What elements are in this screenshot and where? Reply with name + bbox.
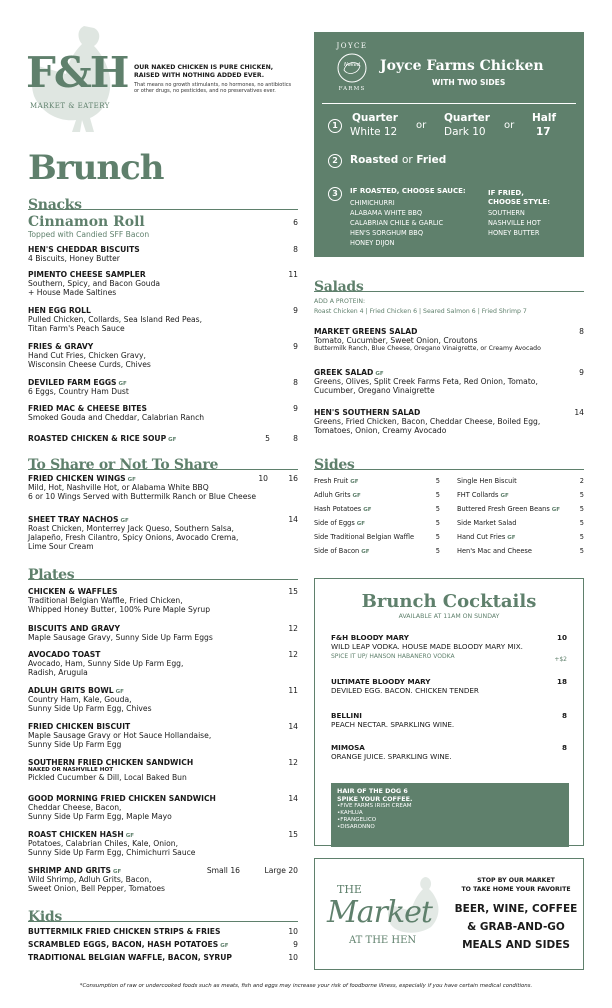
menu-item [28, 245, 298, 263]
item-desc: Hand Cut Fries, Chicken Gravy, [28, 351, 146, 360]
item-price: 8 [293, 245, 298, 254]
item-desc: Radish, Arugula [28, 668, 88, 677]
side-name: Hash Potatoes [314, 505, 362, 513]
logo-text: F&H [26, 48, 128, 97]
menu-item [28, 404, 298, 422]
cocktail-price: 18 [556, 677, 567, 686]
option-half-a: Half [532, 112, 557, 124]
side-price: 5 [579, 491, 584, 499]
item-price: 14 [288, 794, 298, 803]
hair-title: HAIR OF THE DOG 6 [337, 787, 408, 795]
item-price: 6 [293, 218, 298, 227]
cocktail-item [331, 743, 567, 761]
joyce-brand: JOYCE [336, 42, 368, 50]
item-subtitle: NAKED OR NASHVILLE HOT [28, 767, 114, 773]
item-price: 9 [293, 342, 298, 351]
side-item [314, 477, 359, 485]
chicken-subtitle: WITH TWO SIDES [432, 78, 506, 87]
item-desc: Maple Sausage Gravy, Sunny Side Up Farm Eggs [28, 633, 213, 642]
item-desc: Topped with Candied SFF Bacon [28, 230, 150, 239]
snacks-header [28, 194, 298, 213]
item-name: ADLUH GRITS BOWL [28, 686, 114, 695]
item-price: 10 [288, 953, 298, 962]
item-price-large: 16 [288, 474, 298, 483]
side-item [314, 519, 365, 527]
sauce-option: ALABAMA WHITE BBQ [350, 209, 423, 217]
cocktail-item [331, 633, 567, 663]
cocktail-item [331, 711, 567, 729]
item-name: FRIES & GRAVY [28, 342, 94, 351]
footnote: *Consumption of raw or undercooked foods such as meats, fish and eggs may increase your risk of foodborne illness, especially if you have certain medical conditions. [79, 983, 533, 989]
item-desc: Greens, Fried Chicken, Bacon, Cheddar Cheese, Boiled Egg, [314, 417, 541, 426]
side-item [457, 477, 517, 485]
side-price: 5 [435, 505, 440, 513]
hair-option: •FIVE FARMS IRISH CREAM [337, 803, 412, 809]
side-price: 5 [579, 505, 584, 513]
side-name: Side Market Salad [457, 519, 517, 527]
gf-badge: GF [361, 549, 370, 555]
menu-item [28, 650, 298, 677]
side-item [457, 505, 560, 513]
market-stop-2: TO TAKE HOME YOUR FAVORITE [461, 886, 571, 893]
side-item [457, 519, 516, 527]
gf-badge: GF [551, 507, 561, 513]
salads-header [314, 276, 584, 295]
item-desc: Pulled Chicken, Collards, Sea Island Red Peas, [28, 315, 203, 324]
side-name: Side Traditional Belgian Waffle [314, 533, 415, 541]
sauce-option: HONEY DIJON [350, 239, 395, 247]
joyce-badge-text: Naked [344, 62, 360, 68]
market-big-2: & GRAB-AND-GO [467, 921, 565, 933]
menu-item [28, 953, 298, 962]
item-desc: 6 or 10 Wings Served with Buttermilk Ranch or Blue Cheese [28, 492, 257, 501]
gf-badge: GF [168, 437, 177, 443]
menu-item [314, 368, 584, 395]
sides-header [314, 454, 584, 473]
option-quarter-dark-a: Quarter [444, 112, 490, 124]
gf-badge: GF [352, 493, 361, 499]
hair-of-the-dog-box [331, 783, 569, 847]
item-desc: Avocado, Ham, Sunny Side Up Farm Egg, [28, 659, 184, 668]
market-logo [327, 873, 445, 957]
item-price: 14 [288, 515, 298, 524]
logo-subtitle: MARKET & EATERY [30, 102, 110, 110]
step-number: 3 [328, 187, 342, 201]
menu-item [28, 794, 298, 821]
step-number: 2 [328, 154, 342, 168]
joyce-farms-text: FARMS [338, 86, 366, 92]
item-desc: Cheddar Cheese, Bacon, [28, 803, 122, 812]
hair-option: •KAHLUA [337, 810, 363, 816]
item-price: 9 [293, 940, 298, 949]
item-name: BISCUITS AND GRAVY [28, 624, 120, 633]
item-desc: Greens, Olives, Split Creek Farms Feta, Red Onion, Tomato, [314, 377, 538, 386]
gf-badge: GF [115, 689, 124, 695]
cocktail-price: 10 [556, 633, 567, 642]
item-desc: Sweet Onion, Bell Pepper, Tomatoes [28, 884, 166, 893]
gf-badge: GF [113, 869, 122, 875]
gf-badge: GF [120, 518, 129, 524]
menu-item [28, 587, 298, 614]
share-title: To Share or Not To Share [28, 457, 219, 473]
item-name: HEN'S SOUTHERN SALAD [314, 408, 421, 417]
side-item [314, 547, 370, 555]
sauce-option: CHIMICHURRI [350, 199, 395, 207]
menu-item [28, 927, 298, 936]
menu-item [28, 474, 298, 501]
item-name: Cinnamon Roll [28, 214, 145, 230]
side-price: 5 [579, 533, 584, 541]
protein-options: Roast Chicken 4 | Fried Chicken 6 | Seared Salmon 6 | Fried Shrimp 7 [314, 308, 527, 315]
item-name: TRADITIONAL BELGIAN WAFFLE, BACON, SYRUP [28, 953, 232, 962]
cocktails-title: Brunch Cocktails [361, 591, 537, 612]
protein-label: ADD A PROTEIN: [314, 298, 366, 305]
divider [322, 103, 576, 104]
brand-logo [22, 22, 128, 132]
item-desc: Traditional Belgian Waffle, Fried Chicken, [28, 596, 183, 605]
kids-title: Kids [28, 909, 62, 925]
gf-badge: GF [375, 371, 384, 377]
cocktail-item [331, 677, 567, 695]
intro-sub-2: or other drugs, no pesticides, and no preservatives ever. [134, 88, 276, 94]
item-desc: Wisconsin Cheese Curds, Chives [28, 360, 151, 369]
item-desc: Tomatoes, Onion, Creamy Avocado [314, 426, 447, 435]
menu-item [314, 408, 584, 435]
item-price: 10 [288, 927, 298, 936]
side-price: 5 [435, 491, 440, 499]
gf-badge: GF [500, 493, 509, 499]
menu-item [28, 686, 298, 713]
menu-item [28, 515, 298, 551]
side-price: 5 [435, 519, 440, 527]
menu-item [28, 830, 298, 857]
item-price: 14 [288, 722, 298, 731]
item-name: BUTTERMILK FRIED CHICKEN STRIPS & FRIES [28, 927, 221, 936]
item-name: ROASTED CHICKEN & RICE SOUP [28, 434, 167, 443]
side-name: Single Hen Biscuit [457, 477, 517, 485]
cocktails-subtitle: AVAILABLE AT 11AM ON SUNDAY [398, 613, 500, 620]
item-desc: Titan Farm's Peach Sauce [28, 324, 125, 333]
intro-sub-1: That means no growth stimulants, no hormones, no antibiotics [134, 82, 292, 88]
item-name: AVOCADO TOAST [28, 650, 101, 659]
item-desc: + House Made Saltines [28, 288, 117, 297]
cocktails-box [314, 578, 584, 846]
market-big-3: MEALS AND SIDES [462, 939, 570, 951]
cocktail-extra-price: +$2 [554, 656, 567, 663]
menu-item [28, 722, 298, 749]
market-box [314, 858, 584, 970]
side-price: 5 [435, 533, 440, 541]
gf-badge: GF [118, 381, 127, 387]
cocktail-extra: SPICE IT UP/ HANSON HABANERO VODKA [331, 653, 455, 660]
item-desc: Cucumber, Oregano Vinaigrette [314, 386, 435, 395]
cocktail-desc: ORANGE JUICE. SPARKLING WINE. [331, 752, 452, 761]
item-desc: Jalapeño, Fresh Cilantro, Spicy Onions, Avocado Crema, [28, 533, 239, 542]
side-item [314, 491, 361, 499]
side-name: Fresh Fruit [314, 477, 349, 485]
side-name: Side of Bacon [314, 547, 360, 555]
style-option: SOUTHERN [488, 209, 525, 217]
item-desc: Wild Shrimp, Adluh Grits, Bacon, [28, 875, 152, 884]
side-price: 2 [579, 477, 584, 485]
menu-item [28, 434, 298, 443]
gf-badge: GF [127, 477, 136, 483]
menu-item [28, 378, 298, 396]
side-name: Adluh Grits [314, 491, 351, 499]
item-name: GREEK SALAD [314, 368, 374, 377]
side-price: 5 [579, 519, 584, 527]
gf-badge: GF [363, 507, 372, 513]
fried-style-title-1: IF FRIED, [488, 189, 524, 197]
item-price: 8 [293, 378, 298, 387]
item-name: SHRIMP AND GRITS [28, 866, 111, 875]
chicken-badge-icon [336, 52, 368, 84]
item-desc: 4 Biscuits, Honey Butter [28, 254, 120, 263]
option-quarter-white-a: Quarter [352, 112, 398, 124]
item-name: ROAST CHICKEN HASH [28, 830, 124, 839]
item-desc: Lime Sour Cream [28, 542, 94, 551]
market-logo-hen: AT THE HEN [349, 935, 417, 946]
joyce-farms-logo [328, 42, 376, 96]
option-quarter-dark-b: Dark 10 [444, 126, 486, 138]
item-price: 15 [288, 830, 298, 839]
item-desc: Whipped Honey Butter, 100% Pure Maple Syrup [28, 605, 211, 614]
cocktail-desc: PEACH NECTAR. SPARKLING WINE. [331, 720, 455, 729]
item-desc: Buttermilk Ranch, Blue Cheese, Oregano Vinaigrette, or Creamy Avocado [314, 345, 541, 352]
side-name: Hen's Mac and Cheese [457, 547, 532, 555]
item-price: 8 [579, 327, 584, 336]
option-quarter-white-b: White 12 [350, 126, 398, 138]
market-big-1: BEER, WINE, COFFEE [454, 903, 578, 915]
salads-title: Salads [314, 279, 364, 295]
snacks-title: Snacks [28, 197, 82, 213]
hair-subtitle: SPIKE YOUR COFFEE. [337, 795, 413, 803]
item-price: 9 [579, 368, 584, 377]
menu-item [28, 758, 298, 782]
side-name: FHT Collards [457, 491, 499, 499]
item-name: SOUTHERN FRIED CHICKEN SANDWICH [28, 758, 194, 767]
side-name: Hand Cut Fries [457, 533, 506, 541]
item-price-large: Large 20 [264, 866, 298, 875]
item-name: GOOD MORNING FRIED CHICKEN SANDWICH [28, 794, 216, 803]
item-desc: Southern, Spicy, and Bacon Gouda [28, 279, 161, 288]
style-option: NASHVILLE HOT [488, 219, 541, 227]
menu-item [28, 624, 298, 642]
item-desc: Potatoes, Calabrian Chiles, Kale, Onion, [28, 839, 178, 848]
fried-option: Fried [416, 154, 447, 166]
item-price-large: 8 [293, 434, 298, 443]
item-name: MARKET GREENS SALAD [314, 327, 418, 336]
chicken-box [314, 32, 584, 257]
item-desc: Tomato, Cucumber, Sweet Onion, Croutons [314, 336, 478, 345]
plates-header [28, 564, 298, 583]
item-name: HEN EGG ROLL [28, 306, 91, 315]
item-price: 12 [288, 624, 298, 633]
menu-item [28, 306, 298, 333]
sides-title: Sides [314, 457, 355, 473]
page-title: Brunch [28, 148, 164, 188]
item-name: PIMENTO CHEESE SAMPLER [28, 270, 146, 279]
sauce-option: CALABRIAN CHILE & GARLIC [350, 219, 444, 227]
intro-text [134, 64, 304, 94]
share-header [28, 454, 298, 473]
hair-option: •FRANGELICO [337, 817, 377, 823]
hair-option: •DISARONNO [337, 824, 375, 830]
menu-item [28, 342, 298, 369]
step2-text [350, 154, 446, 166]
item-name: FRIED MAC & CHEESE BITES [28, 404, 147, 413]
side-price: 5 [435, 477, 440, 485]
item-price: 9 [293, 306, 298, 315]
cocktail-desc: DEVILED EGG. BACON. CHICKEN TENDER [331, 686, 479, 695]
item-name: SCRAMBLED EGGS, BACON, HASH POTATOES [28, 940, 219, 949]
sauce-option: HEN'S SORGHUM BBQ [350, 229, 424, 237]
item-name: DEVILED FARM EGGS [28, 378, 117, 387]
gf-badge: GF [350, 479, 359, 485]
item-desc: Maple Sausage Gravy or Hot Sauce Hollandaise, [28, 731, 212, 740]
menu-item [28, 940, 298, 949]
intro-headline-2: RAISED WITH NOTHING ADDED EVER. [134, 72, 265, 79]
roasted-sauce-title: IF ROASTED, CHOOSE SAUCE: [350, 187, 466, 195]
step-number: 1 [328, 119, 342, 133]
item-price: 15 [288, 587, 298, 596]
market-logo-the: THE [337, 883, 362, 896]
item-price: 11 [288, 270, 298, 279]
item-desc: Sunny Side Up Farm Egg, Chimichurri Sauce [28, 848, 196, 857]
item-price-small: 5 [265, 434, 270, 443]
or-text: or [416, 120, 427, 131]
item-desc: Country Ham, Kale, Gouda, [28, 695, 132, 704]
intro-headline-1: OUR NAKED CHICKEN IS PURE CHICKEN, [134, 64, 274, 71]
item-desc: Pickled Cucumber & Dill, Local Baked Bun [28, 773, 187, 782]
item-price: 11 [288, 686, 298, 695]
item-name: HEN'S CHEDDAR BISCUITS [28, 245, 140, 254]
item-desc: Mild, Hot, Nashville Hot, or Alabama White BBQ [28, 483, 209, 492]
market-stop-1: STOP BY OUR MARKET [477, 877, 555, 884]
gf-badge: GF [220, 943, 229, 949]
cocktail-desc: WILD LEAP VODKA. HOUSE MADE BLOODY MARY MIX. [331, 642, 523, 651]
menu-item [28, 214, 298, 239]
fried-style-title-2: CHOOSE STYLE: [488, 198, 551, 206]
plates-title: Plates [28, 567, 75, 583]
menu-item [28, 866, 298, 893]
side-item [314, 533, 414, 541]
item-desc: Sunny Side Up Farm Egg, Chives [28, 704, 152, 713]
item-name: FRIED CHICKEN WINGS [28, 474, 126, 483]
menu-item [314, 327, 584, 353]
chicken-title: Joyce Farms Chicken [380, 58, 544, 74]
cocktail-name: BELLINI [331, 711, 362, 720]
cocktail-price: 8 [561, 711, 567, 720]
kids-header [28, 906, 298, 925]
side-item [457, 547, 532, 555]
item-name: SHEET TRAY NACHOS [28, 515, 119, 524]
item-name: CHICKEN & WAFFLES [28, 587, 118, 596]
side-item [314, 505, 372, 513]
item-desc: Smoked Gouda and Cheddar, Calabrian Ranch [28, 413, 205, 422]
side-name: Side of Eggs [314, 519, 355, 527]
gf-badge: GF [507, 535, 516, 541]
style-option: HONEY BUTTER [488, 229, 540, 237]
item-price: 12 [288, 650, 298, 659]
cocktail-name: MIMOSA [331, 743, 365, 752]
item-desc: Roast Chicken, Monterrey Jack Queso, Southern Salsa, [28, 524, 234, 533]
roasted-option: Roasted [350, 154, 399, 166]
item-price-small: 10 [258, 474, 268, 483]
gf-badge: GF [125, 833, 135, 839]
item-desc: Sunny Side Up Farm Egg [28, 740, 122, 749]
side-item [457, 491, 509, 499]
item-price: 9 [293, 404, 298, 413]
or-text: or [504, 120, 515, 131]
cocktail-name: F&H BLOODY MARY [331, 633, 409, 642]
side-price: 5 [435, 547, 440, 555]
item-price: 14 [574, 408, 584, 417]
item-desc: Sunny Side Up Farm Egg, Maple Mayo [28, 812, 172, 821]
side-price: 5 [579, 547, 584, 555]
menu-item [28, 270, 298, 297]
side-name: Buttered Fresh Green Beans [457, 505, 550, 513]
gf-badge: GF [356, 521, 366, 527]
cocktail-price: 8 [561, 743, 567, 752]
option-half-b: 17 [536, 126, 551, 138]
item-name: FRIED CHICKEN BISCUIT [28, 722, 131, 731]
item-price: 12 [288, 758, 298, 767]
cocktail-name: ULTIMATE BLOODY MARY [331, 677, 431, 686]
item-desc: 6 Eggs, Country Ham Dust [28, 387, 129, 396]
or-text: or [401, 154, 413, 166]
side-item [457, 533, 516, 541]
market-logo-market: Market [327, 895, 432, 930]
item-price-small: Small 16 [206, 866, 240, 875]
